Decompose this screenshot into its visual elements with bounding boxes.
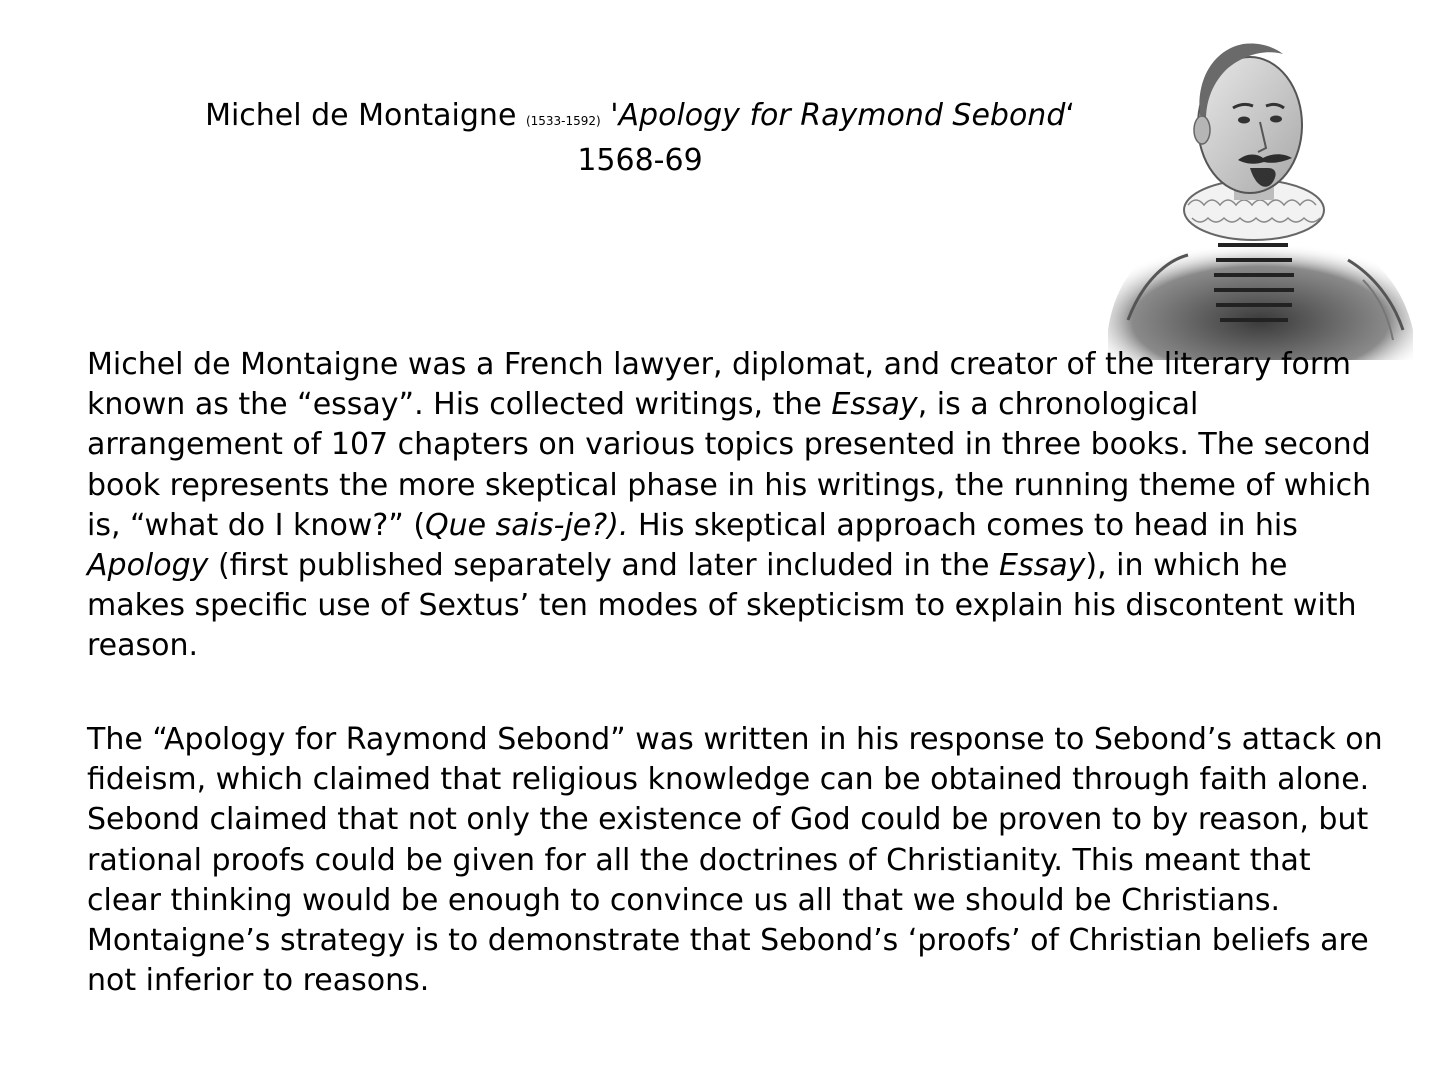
montaigne-portrait: [1088, 30, 1420, 360]
p1-segment: (first published separately and later included in the: [208, 548, 1000, 584]
quote-open: ': [610, 98, 619, 133]
p1-segment: Michel de Montaigne was a French lawyer, diplomat, and creator of the literary form known as the “essay”. His collected writings, the: [87, 347, 1351, 423]
p1-essay-italic-2: Essay: [999, 548, 1086, 584]
slide-title: [140, 96, 1140, 181]
paragraph-intro: [87, 345, 1387, 667]
quote-close: ‘: [1065, 98, 1075, 133]
title-year: 1568-69: [577, 143, 703, 178]
author-name: Michel de Montaigne: [205, 98, 517, 133]
p1-apology-italic: Apology: [87, 548, 209, 584]
p1-essay-italic: Essay: [831, 387, 918, 423]
paragraph-apology: The “Apology for Raymond Sebond” was written in his response to Sebond’s attack on fideism, which claimed that religious knowledge can be obtained through faith alone. Sebond claimed that not only the existence of God could be proven to by reason, but rational proofs could be given for all the doctrines of Christianity. This meant that clear thinking would be enough to convince us all that we should be Christians. Montaigne’s strategy is to demonstrate that Sebond’s ‘proofs’ of Christian beliefs are not inferior to reasons.: [87, 722, 1383, 999]
p1-segment: ), in which he makes specific use of Sextus’ ten modes of skepticism to explain his discontent with reason.: [87, 548, 1357, 664]
p1-que-sais-je-italic: Que sais-je?).: [425, 507, 629, 543]
work-title: Apology for Raymond Sebond: [618, 98, 1066, 133]
title-line-1: [140, 96, 1140, 141]
author-dates: (1533-1592): [525, 114, 601, 128]
p1-segment: His skeptical approach comes to head in his: [628, 507, 1298, 543]
p1-segment: , is a chronological arrangement of 107 chapters on various topics presented in three books. The second book represents the more skeptical phase in his writings, the running theme of which is, “what do I know?” (: [87, 387, 1372, 543]
